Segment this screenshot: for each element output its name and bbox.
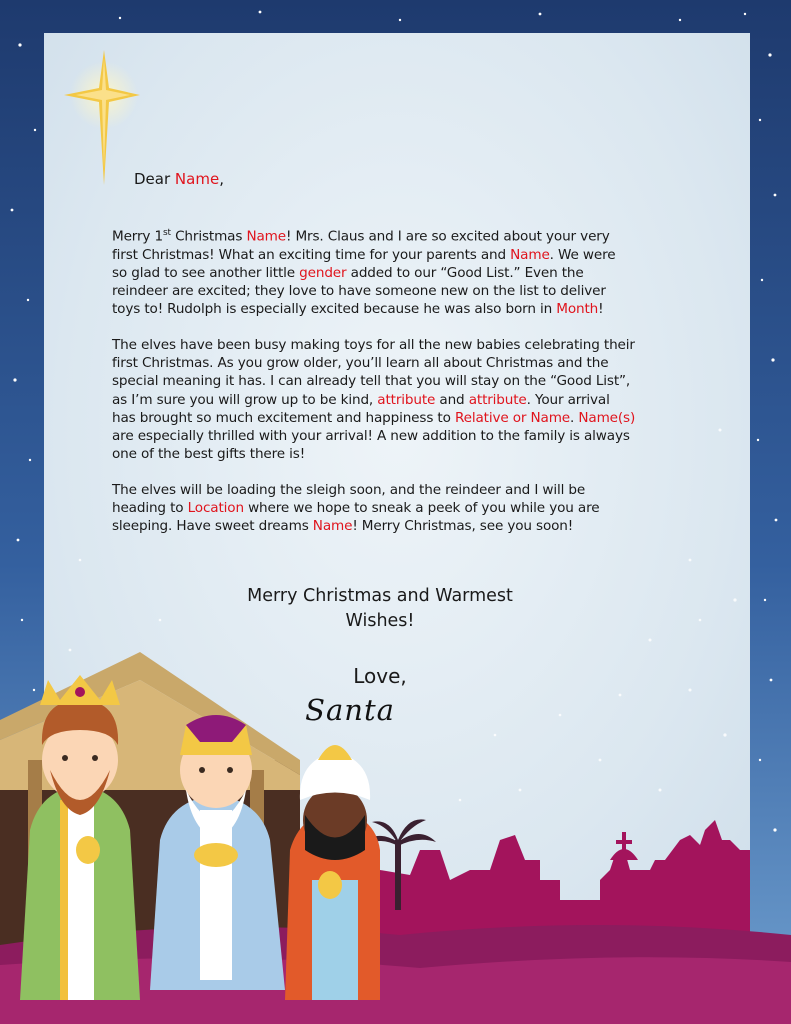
gender-placeholder: gender <box>299 264 347 281</box>
p2-text: as I’m sure you will grow up to be kind, <box>112 391 378 408</box>
p1-superscript: st <box>163 228 171 238</box>
p2-line6: are especially thrilled with your arrival! A new addition to the family is always <box>112 428 630 445</box>
p3-text: sleeping. Have sweet dreams <box>112 518 313 535</box>
p1-line2 <box>112 246 700 264</box>
p1-text: Merry 1 <box>112 228 163 245</box>
name-placeholder: Name <box>510 246 550 263</box>
p1-line5 <box>112 300 700 318</box>
closing-wishes <box>200 584 560 634</box>
paragraph-3 <box>112 481 700 536</box>
p1-text: ! <box>598 301 604 318</box>
names-placeholder: Name(s) <box>578 409 636 426</box>
p2-text: and <box>435 391 469 408</box>
closing-line-2: Wishes! <box>345 611 415 631</box>
p3-text: where we hope to sneak a peek of you while you are <box>243 500 600 517</box>
p1-text: added to our “Good List.” Even the <box>346 264 584 281</box>
p3-text: ! Merry Christmas, see you soon! <box>352 518 574 535</box>
p1-text: Christmas <box>170 228 247 245</box>
p1-line3 <box>112 264 700 282</box>
salutation <box>134 170 224 188</box>
p1-line1 <box>112 224 700 246</box>
p2-line1: The elves have been busy making toys for all the new babies celebrating their <box>112 337 635 353</box>
sign-off: Love, <box>353 664 407 688</box>
p3-line2 <box>112 499 700 517</box>
p2-line3: special meaning it has. I can already tell that you will stay on the “Good List”, <box>112 373 631 390</box>
paragraph-2 <box>112 336 700 463</box>
closing-line-1: Merry Christmas and Warmest <box>247 586 513 606</box>
p1-text: so glad to see another little <box>112 264 300 281</box>
p3-line3 <box>112 517 700 535</box>
relative-placeholder: Relative or Name <box>454 409 571 426</box>
p3-line1: The elves will be loading the sleigh soon, and the reindeer and I will be <box>112 482 586 498</box>
p2-line4 <box>112 391 700 409</box>
attribute-placeholder: attribute <box>468 391 527 408</box>
attribute-placeholder: attribute <box>377 391 436 408</box>
name-placeholder: Name <box>312 518 353 535</box>
salutation-greeting: Dear <box>134 170 171 188</box>
p2-line2: first Christmas. As you grow older, you’ll learn all about Christmas and the <box>112 355 609 372</box>
p2-text: has brought so much excitement and happiness to <box>112 409 455 426</box>
p1-text: ! Mrs. Claus and I are so excited about your very <box>285 228 610 245</box>
p1-text: . We were <box>549 246 616 263</box>
month-placeholder: Month <box>556 301 599 318</box>
p1-line4: reindeer are excited; they love to have someone new on the list to deliver <box>112 283 606 300</box>
p2-text: . Your arrival <box>526 391 610 408</box>
p1-text: toys to! Rudolph is especially excited because he was also born in <box>112 301 557 318</box>
p2-line7: one of the best gifts there is! <box>112 446 306 463</box>
name-placeholder: Name <box>246 228 286 245</box>
p2-text: . <box>570 409 579 426</box>
p2-line5 <box>112 409 700 427</box>
p1-text: first Christmas! What an exciting time for your parents and <box>112 246 511 263</box>
p3-text: heading to <box>112 500 188 517</box>
salutation-name-placeholder: Name <box>174 170 220 188</box>
location-placeholder: Location <box>187 500 244 517</box>
paragraph-1 <box>112 224 700 319</box>
salutation-comma: , <box>219 170 224 188</box>
signature: Santa <box>305 693 395 727</box>
